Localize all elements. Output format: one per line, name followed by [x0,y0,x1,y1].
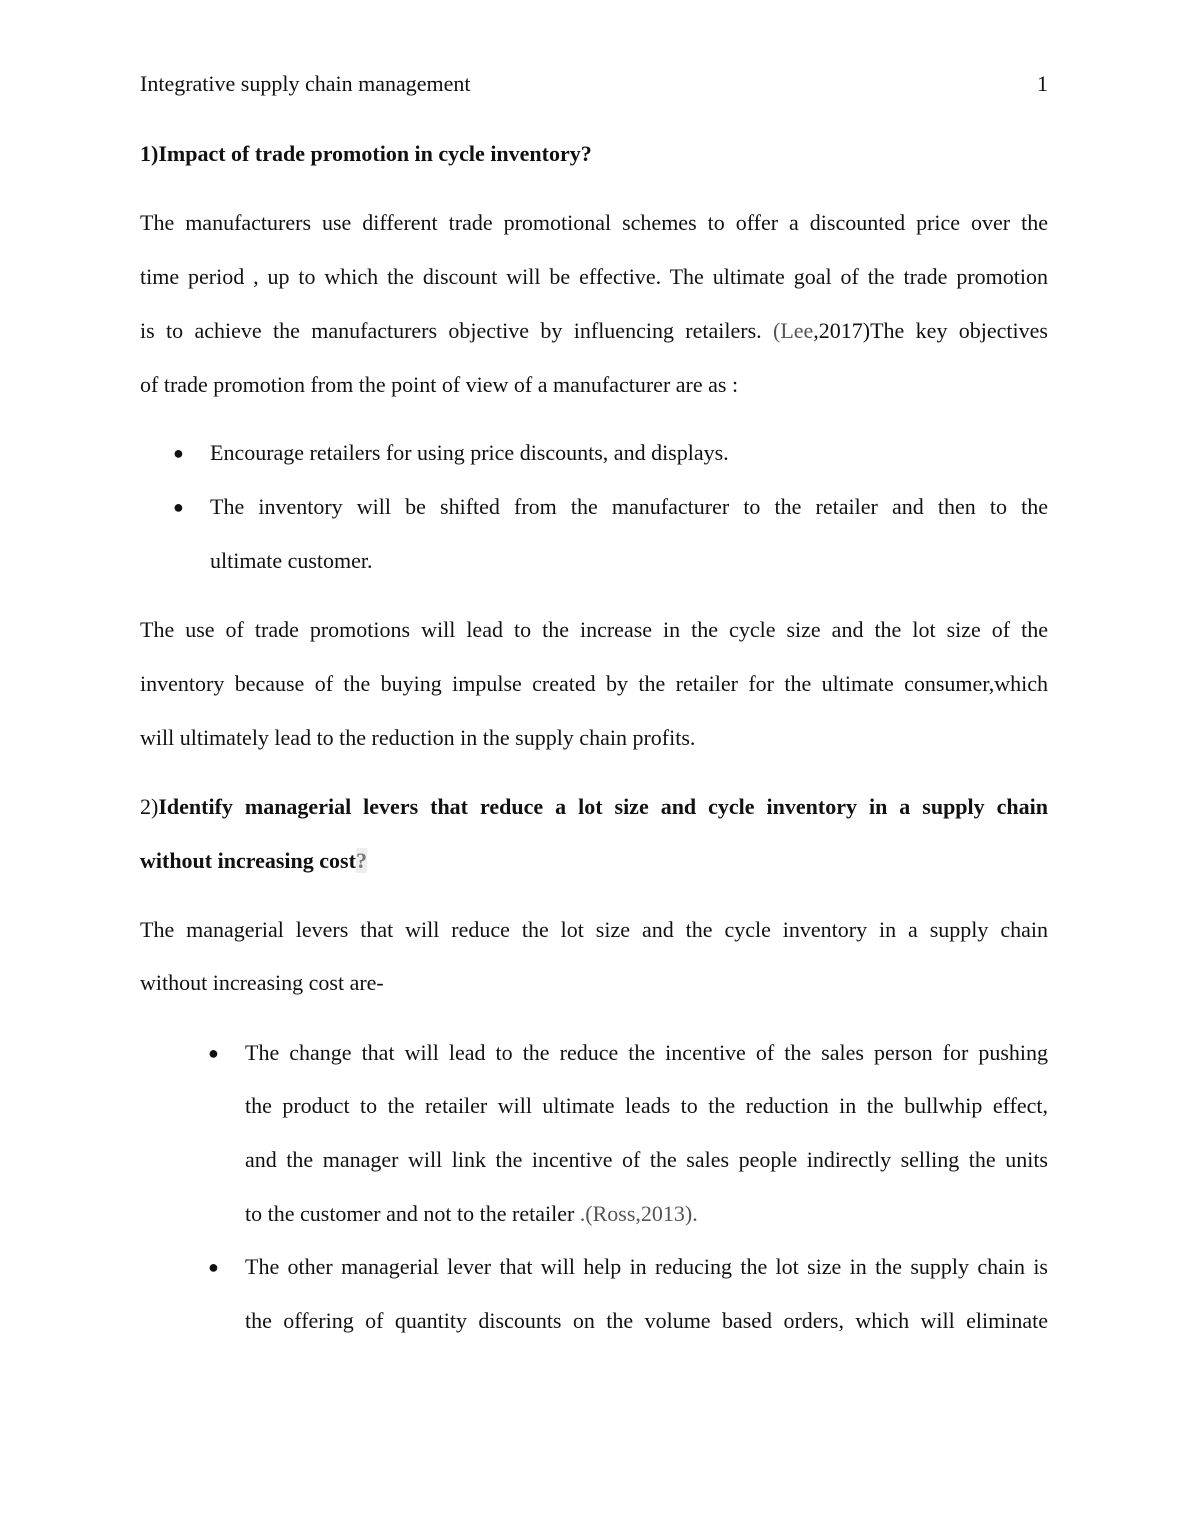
page-number: 1 [1037,71,1048,96]
paragraph-line: The use of trade promotions will lead to the increase in the cycle size and the lot size of the [140,617,1048,642]
bullet-icon: ● [173,443,184,463]
citation: .(Ross,2013). [579,1201,698,1226]
bullet-icon: ● [173,497,184,517]
list-item-cont: the offering of quantity discounts on the volume based orders, which will eliminate [245,1308,1048,1333]
list-item: The change that will lead to the reduce the incentive of the sales person for pushing [245,1040,1048,1065]
text: to the customer and not to the retailer [245,1201,580,1226]
paragraph-line [140,304,1048,358]
section2-heading [140,780,1048,834]
bullet-icon: ● [208,1257,219,1277]
paragraph-line: without increasing cost are- [140,970,384,995]
text: Identify managerial levers that reduce a lot size and cycle inventory in a supply chain [158,794,1048,819]
text: without increasing cost [140,848,356,873]
list-item: The other managerial lever that will help in reducing the lot size in the supply chain is [245,1254,1048,1279]
page-header [140,57,1048,111]
highlighted-question-mark: ? [355,848,367,873]
paragraph-line: The managerial levers that will reduce the lot size and the cycle inventory in a supply chain [140,917,1048,942]
list-item-cont: ultimate customer. [210,548,373,573]
section1-heading: 1)Impact of trade promotion in cycle inventory? [140,141,592,166]
text: is to achieve the manufacturers objective by influencing retailers. [140,318,773,343]
list-item: The inventory will be shifted from the manufacturer to the retailer and then to the [210,494,1048,519]
paragraph-line: inventory because of the buying impulse created by the retailer for the ultimate consumer,which [140,671,1048,696]
paragraph-line: The manufacturers use different trade promotional schemes to offer a discounted price over the [140,210,1048,235]
list-item-cont [245,1187,1048,1241]
bullet-icon: ● [208,1043,219,1063]
paragraph-line: time period , up to which the discount will be effective. The ultimate goal of the trade promotion [140,264,1048,289]
text: 2) [140,794,159,819]
list-item: Encourage retailers for using price discounts, and displays. [210,440,729,465]
text: ,2017)The key objectives [813,318,1048,343]
header-title: Integrative supply chain management [140,71,471,96]
paragraph-line: will ultimately lead to the reduction in the supply chain profits. [140,725,696,750]
paragraph-line: of trade promotion from the point of view of a manufacturer are as : [140,372,739,397]
list-item-cont: and the manager will link the incentive of the sales people indirectly selling the units [245,1147,1048,1172]
section2-heading-cont [140,834,1048,888]
citation: (Lee [773,318,814,343]
list-item-cont: the product to the retailer will ultimate leads to the reduction in the bullwhip effect, [245,1093,1048,1118]
